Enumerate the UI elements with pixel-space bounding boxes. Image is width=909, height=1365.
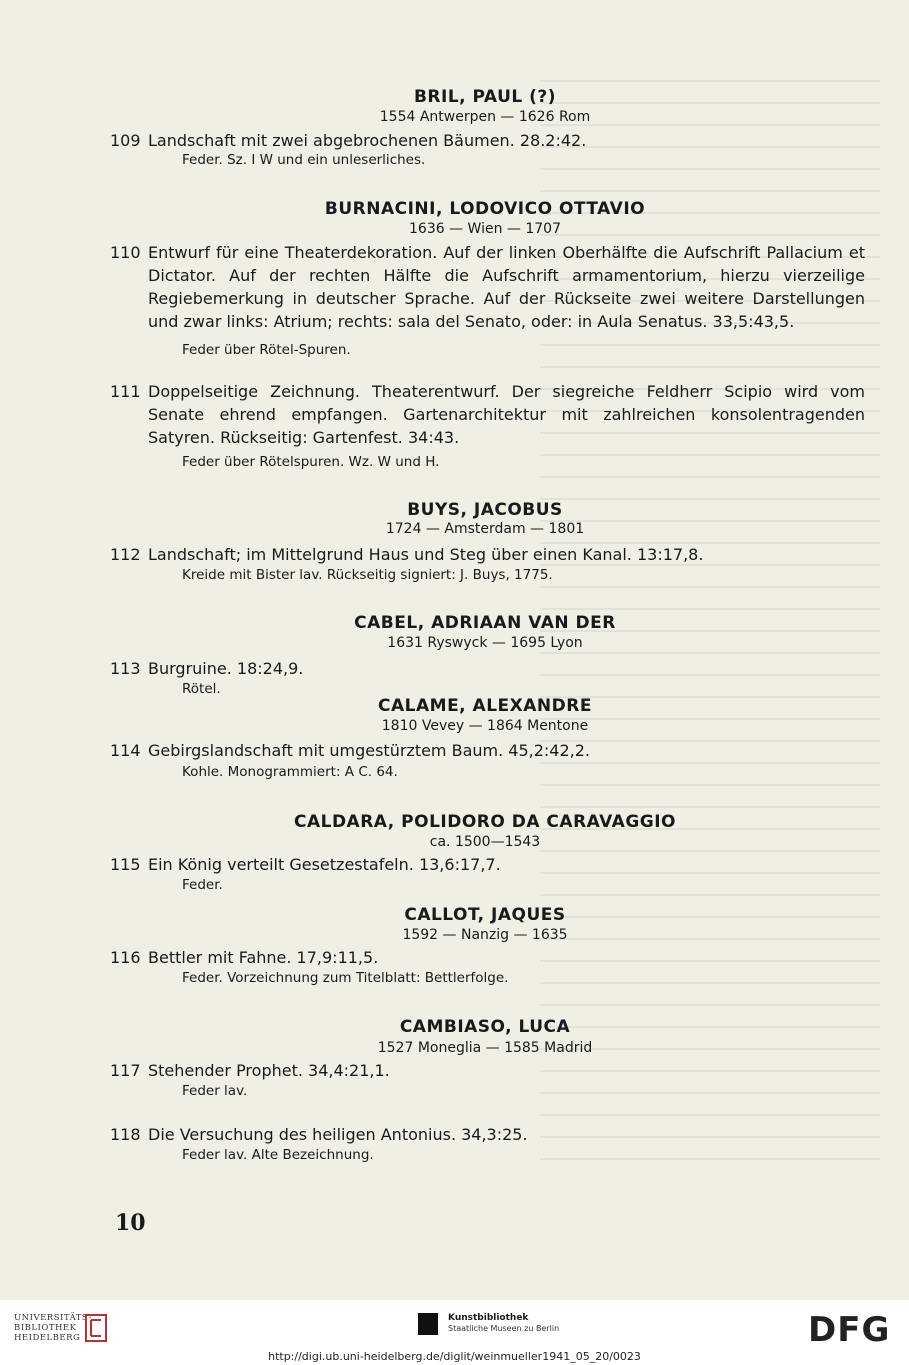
entry-note: Rötel.: [182, 681, 221, 697]
catalog-entry: [110, 946, 378, 969]
artist-dates: 1631 Ryswyck — 1695 Lyon: [387, 635, 583, 651]
entry-note: Feder. Vorzeichnung zum Titelblatt: Bettlerfolge.: [182, 970, 509, 986]
artist-dates: 1527 Moneglia — 1585 Madrid: [377, 1040, 593, 1056]
entry-note: Feder lav.: [182, 1083, 248, 1099]
artist-dates: 1724 — Amsterdam — 1801: [385, 521, 585, 537]
entry-note: Feder. Sz. I W und ein unleserliches.: [182, 152, 426, 168]
entry-text: Gebirgslandschaft mit umgestürztem Baum. 45,2:42,2.: [148, 741, 591, 760]
catalog-entry: [110, 1059, 390, 1082]
source-url[interactable]: http://digi.ub.uni-heidelberg.de/diglit/weinmueller1941_05_20/0023: [268, 1350, 641, 1363]
entry-number: 111: [110, 382, 141, 401]
artist-dates: 1592 — Nanzig — 1635: [402, 927, 568, 943]
entry-text: Landschaft; im Mittelgrund Haus und Steg über einen Kanal. 13:17,8.: [148, 545, 704, 564]
entry-note: Feder.: [182, 877, 223, 893]
entry-note: Kohle. Monogrammiert: A C. 64.: [182, 764, 398, 780]
kb-subtitle: Staatliche Museen zu Berlin: [448, 1324, 560, 1333]
artist-name: CALLOT, JAQUES: [404, 905, 566, 925]
catalog-entry: [110, 1123, 528, 1146]
entry-number: 116: [110, 948, 141, 967]
artist-name: CABEL, ADRIAAN VAN DER: [354, 613, 616, 633]
entry-number: 118: [110, 1125, 141, 1144]
artist-name: CALAME, ALEXANDRE: [378, 696, 592, 716]
entry-number: 114: [110, 741, 141, 760]
entry-number: 110: [110, 243, 141, 262]
entry-number: 113: [110, 659, 141, 678]
kb-title: Kunstbibliothek: [448, 1313, 529, 1323]
artist-name: BURNACINI, LODOVICO OTTAVIO: [324, 199, 646, 219]
artist-name: CAMBIASO, LUCA: [399, 1017, 571, 1037]
entry-number: 112: [110, 545, 141, 564]
catalog-entry: [110, 241, 865, 333]
entry-number: 115: [110, 855, 141, 874]
entry-number: 109: [110, 131, 141, 150]
artist-name: CALDARA, POLIDORO DA CARAVAGGIO: [293, 812, 677, 832]
artist-dates: 1554 Antwerpen — 1626 Rom: [379, 109, 591, 125]
university-library-name: [14, 1313, 92, 1343]
page-number: 10: [115, 1210, 146, 1236]
university-line: UNIVERSITÄTS-: [14, 1313, 92, 1323]
entry-text: Ein König verteilt Gesetzestafeln. 13,6:17,7.: [148, 855, 501, 874]
catalog-entry: [110, 543, 703, 566]
entry-text: Stehender Prophet. 34,4:21,1.: [148, 1061, 390, 1080]
entry-note: Feder über Rötel-Spuren.: [182, 342, 351, 358]
catalog-entry: [110, 657, 303, 680]
entry-text: Entwurf für eine Theaterdekoration. Auf der linken Oberhälfte die Aufschrift Pallacium et Dictator. Auf der rechten Hälfte die Aufschrift armamentorium, hierzu vierzeilige Regiebemerkung in deutscher Sprache. Auf der Rückseite zwei weitere Darstellungen und zwar links: Atrium; rechts: sala del Senato, oder: in Aula Senatus. 33,5:43,5.: [148, 243, 865, 331]
entry-note: Kreide mit Bister lav. Rückseitig signiert: J. Buys, 1775.: [182, 567, 553, 583]
university-line: HEIDELBERG: [14, 1333, 81, 1343]
university-line: BIBLIOTHEK: [14, 1323, 77, 1333]
artist-dates: 1636 — Wien — 1707: [409, 221, 561, 237]
dfg-logo: DFG: [808, 1310, 891, 1350]
entry-number: 117: [110, 1061, 141, 1080]
catalog-entry: [110, 853, 501, 876]
artist-name: BUYS, JACOBUS: [407, 500, 563, 520]
artist-name: BRIL, PAUL (?): [413, 87, 557, 107]
kb-mark-icon: [418, 1313, 438, 1335]
entry-note: Feder über Rötelspuren. Wz. W und H.: [182, 454, 440, 470]
entry-text: Bettler mit Fahne. 17,9:11,5.: [148, 948, 379, 967]
entry-text: Burgruine. 18:24,9.: [148, 659, 304, 678]
entry-text: Doppelseitige Zeichnung. Theaterentwurf. Der siegreiche Feldherr Scipio wird vom Senate ehrend empfangen. Gartenarchitektur mit zahlreichen konsolentragenden Satyren. Rückseitig: Gartenfest. 34:43.: [148, 382, 865, 447]
university-logo-icon: [82, 1311, 110, 1345]
entry-note: Feder lav. Alte Bezeichnung.: [182, 1147, 374, 1163]
entry-text: Die Versuchung des heiligen Antonius. 34,3:25.: [148, 1125, 528, 1144]
artist-dates: 1810 Vevey — 1864 Mentone: [381, 718, 589, 734]
catalog-entry: [110, 129, 586, 152]
artist-dates: ca. 1500—1543: [429, 834, 541, 850]
catalog-entry: [110, 739, 590, 762]
catalog-entry: [110, 380, 865, 449]
entry-text: Landschaft mit zwei abgebrochenen Bäumen. 28.2:42.: [148, 131, 587, 150]
